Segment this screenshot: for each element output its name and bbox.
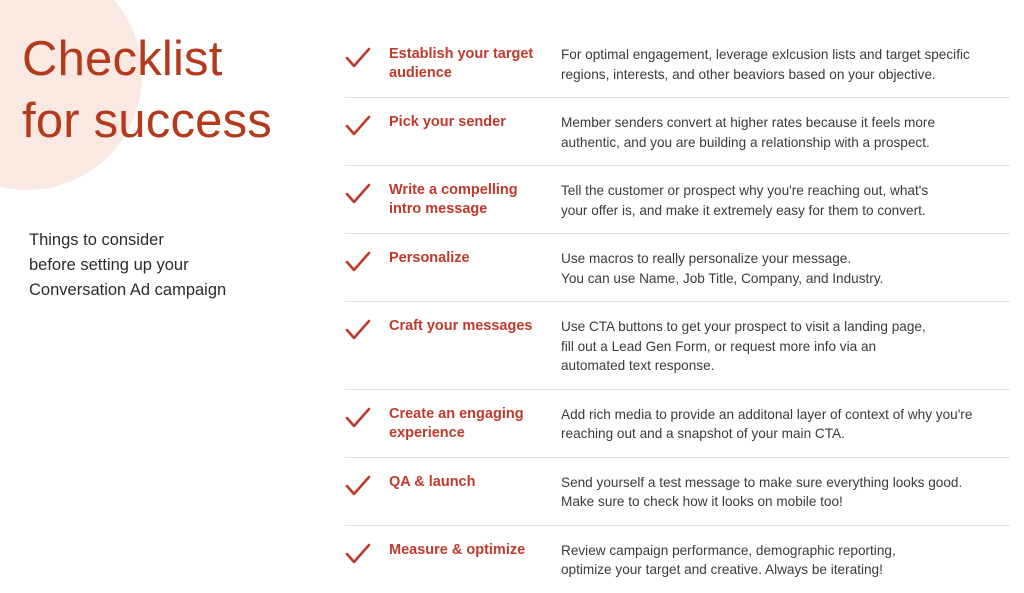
desc-line: regions, interests, and other beaviors based on your objective. — [561, 66, 936, 82]
desc-line: Add rich media to provide an additonal layer of context of why you're — [561, 406, 973, 422]
item-description — [561, 403, 1010, 444]
desc-line: Use macros to really personalize your message. — [561, 251, 852, 266]
check-icon — [345, 539, 389, 567]
desc-line: You can use Name, Job Title, Company, and Industry. — [561, 270, 884, 286]
title-line-1: Checklist — [22, 32, 223, 86]
desc-line: automated text response. — [561, 358, 715, 373]
item-title: Create an engaging experience — [389, 405, 524, 441]
checklist — [345, 30, 1010, 593]
item-title: QA & launch — [389, 473, 476, 490]
item-description — [561, 315, 1010, 376]
desc-line: For optimal engagement, leverage exlcusion lists and target specific — [561, 47, 970, 62]
desc-line: Review campaign performance, demographic reporting, — [561, 542, 896, 558]
item-description — [561, 179, 1010, 220]
item-title: Craft your messages — [389, 318, 533, 334]
list-item — [345, 234, 1010, 302]
list-item — [345, 30, 1010, 98]
desc-line: reaching out and a snapshot of your main CTA. — [561, 426, 845, 441]
item-title: Personalize — [389, 250, 470, 266]
desc-line: fill out a Lead Gen Form, or request more info via an — [561, 338, 877, 354]
check-icon — [345, 111, 389, 139]
desc-line: Make sure to check how it looks on mobile too! — [561, 494, 843, 509]
desc-line: Use CTA buttons to get your prospect to visit a landing page, — [561, 319, 926, 334]
check-icon — [345, 179, 389, 207]
page-title — [22, 28, 322, 152]
item-title: Write a compelling intro message — [389, 182, 518, 217]
desc-line: authentic, and you are building a relationship with a prospect. — [561, 134, 930, 150]
check-icon — [345, 315, 389, 343]
check-icon — [345, 247, 389, 275]
list-item — [345, 526, 1010, 593]
item-description — [561, 247, 1010, 288]
desc-line: your offer is, and make it extremely easy for them to convert. — [561, 202, 926, 218]
list-item — [345, 302, 1010, 390]
check-icon — [345, 403, 389, 431]
subtitle-line-1: Things to consider — [29, 231, 164, 249]
desc-line: Tell the customer or prospect why you're reaching out, what's — [561, 183, 929, 198]
item-description — [561, 43, 1010, 84]
list-item — [345, 458, 1010, 526]
desc-line: optimize your target and creative. Always be iterating! — [561, 562, 883, 577]
subtitle-line-3: Conversation Ad campaign — [29, 281, 227, 299]
item-description — [561, 471, 1010, 512]
title-line-2: for success — [22, 94, 272, 148]
left-panel — [0, 0, 330, 580]
check-icon — [345, 471, 389, 499]
list-item — [345, 166, 1010, 234]
check-icon — [345, 43, 389, 71]
desc-line: Member senders convert at higher rates because it feels more — [561, 115, 936, 130]
list-item — [345, 98, 1010, 166]
item-title: Establish your target audience — [389, 46, 534, 81]
subtitle — [29, 228, 319, 303]
desc-line: Send yourself a test message to make sure everything looks good. — [561, 474, 963, 490]
item-title: Pick your sender — [389, 114, 506, 130]
item-description — [561, 111, 1010, 152]
list-item — [345, 390, 1010, 458]
item-title: Measure & optimize — [389, 541, 526, 558]
subtitle-line-2: before setting up your — [29, 256, 189, 274]
item-description — [561, 539, 1010, 580]
